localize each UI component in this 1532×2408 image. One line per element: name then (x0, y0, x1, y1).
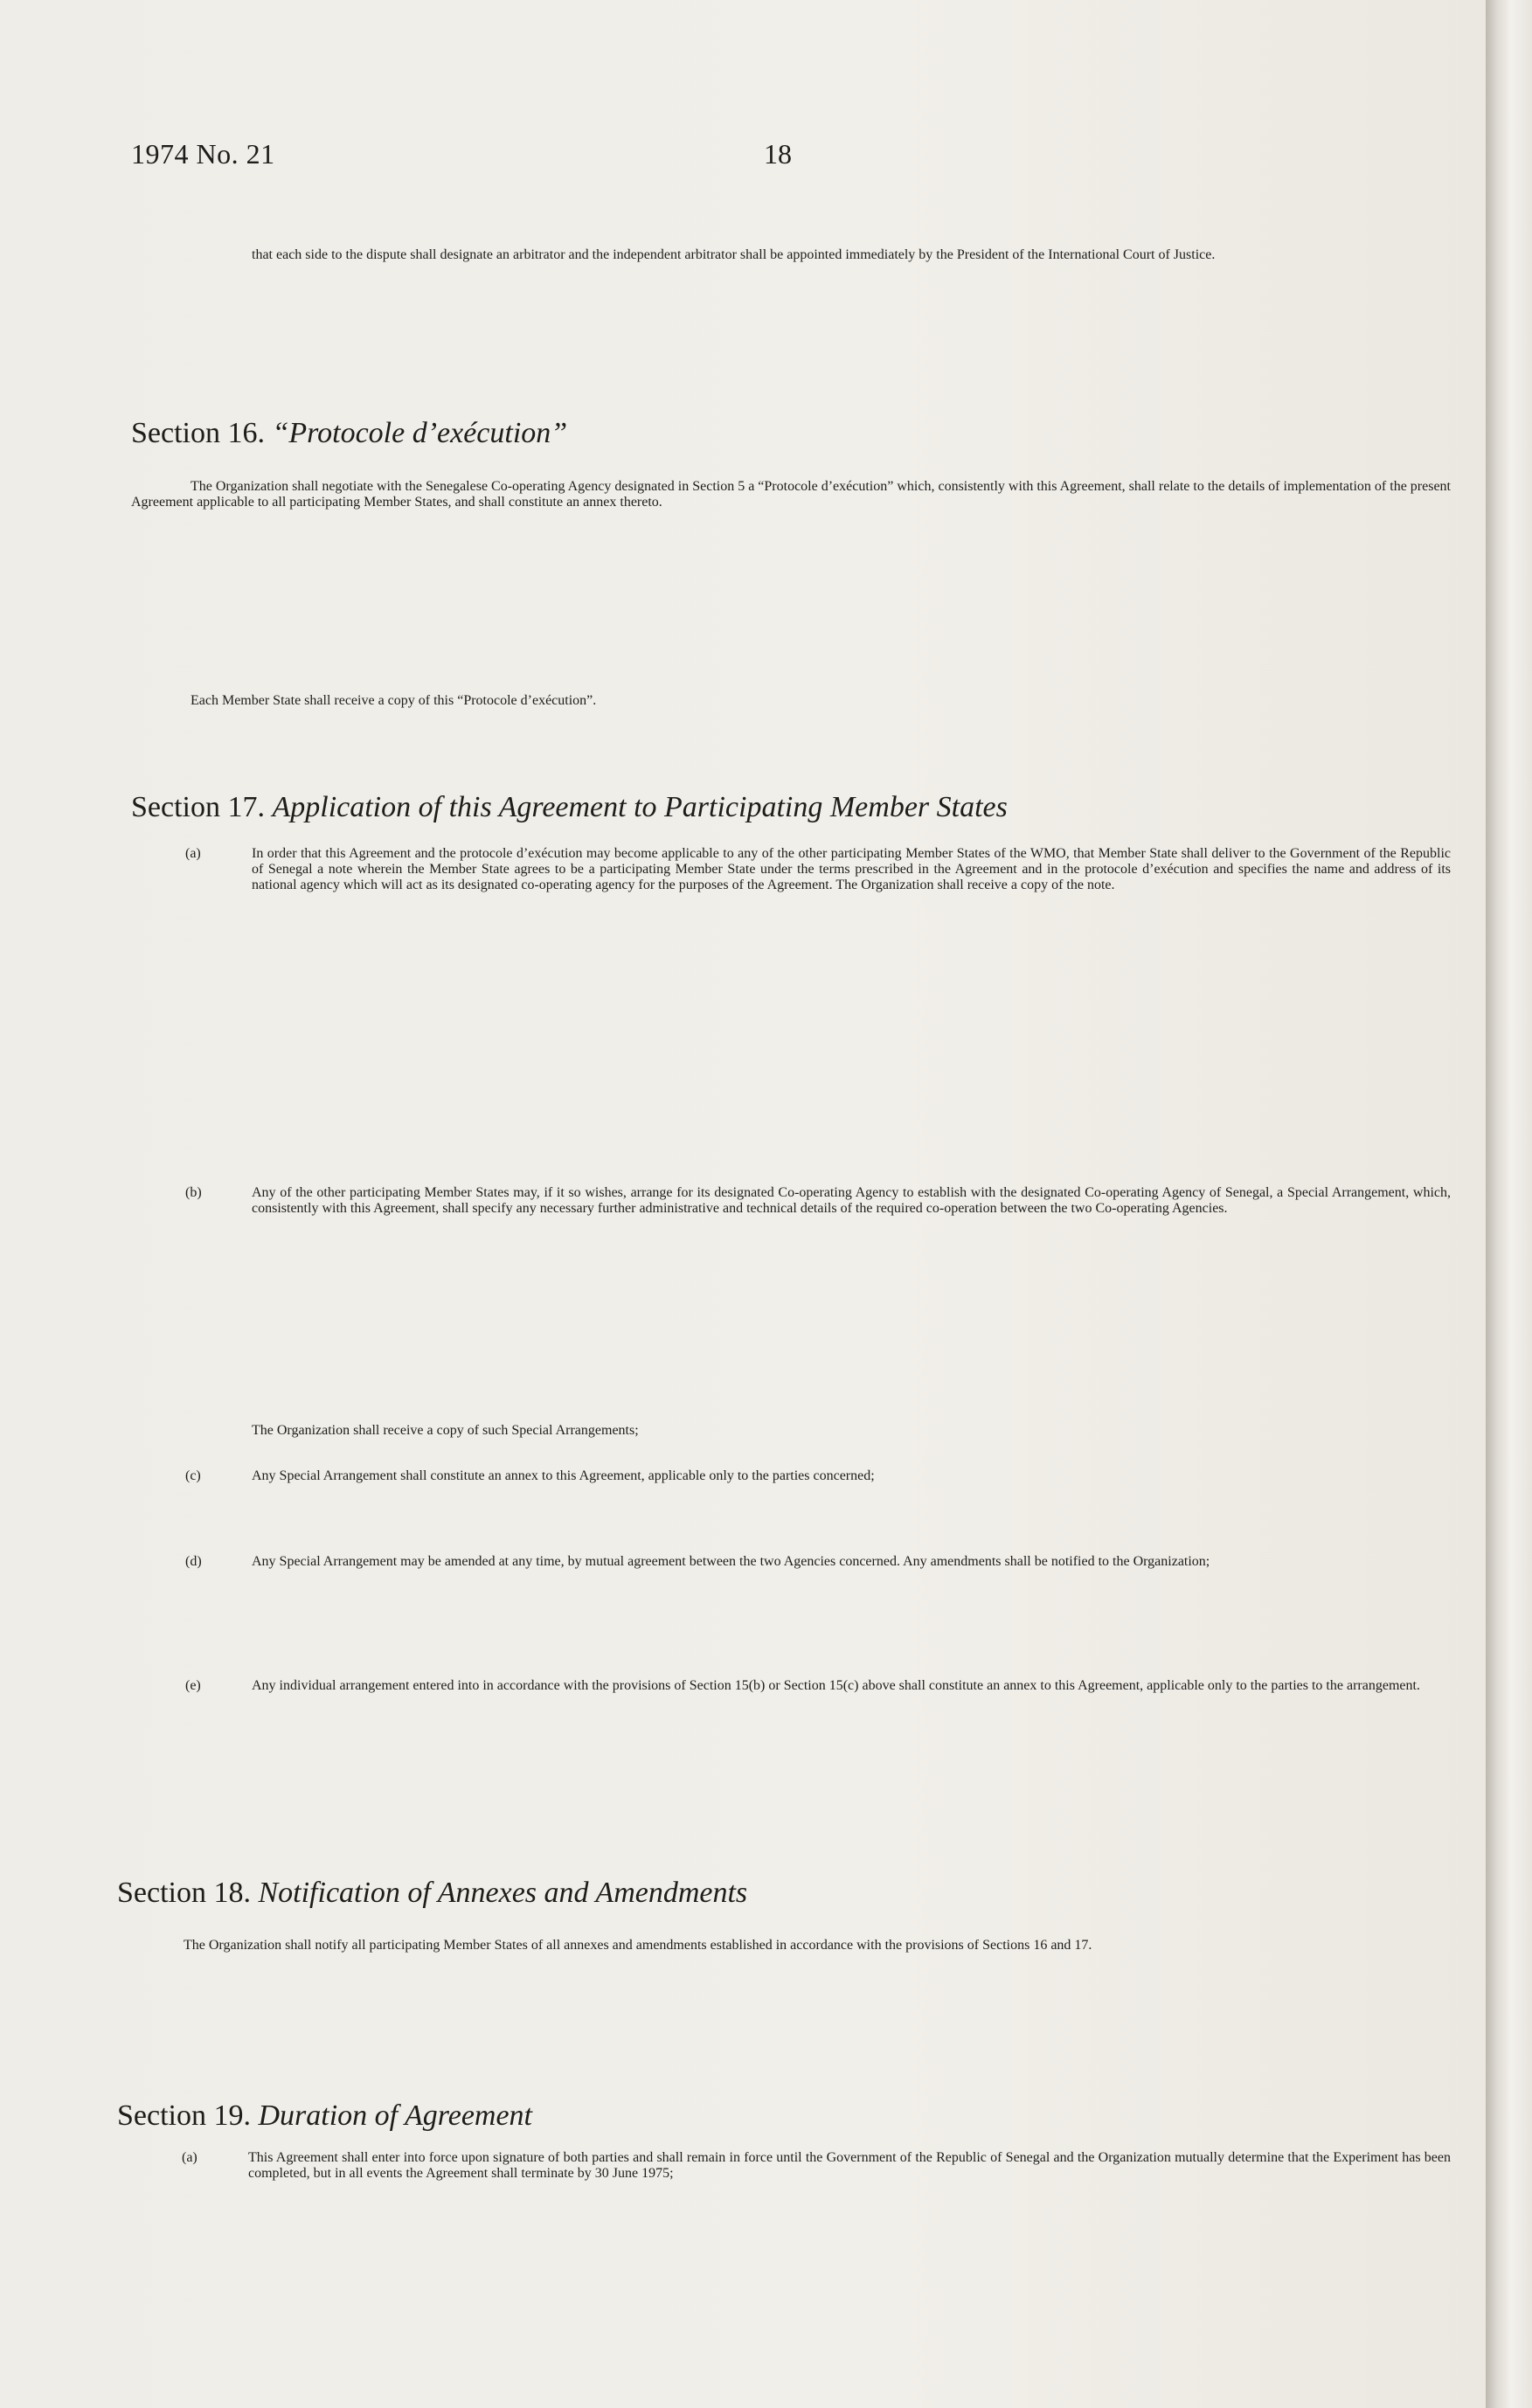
section-18-para-1-text: The Organization shall notify all participating Member States of all annexes and amendments established in accordance with the provisions of Sections 16 and 17. (184, 1938, 1092, 1953)
item-text: Any Special Arrangement may be amended at any time, by mutual agreement between the two Agencies concerned. Any amendments shall be notified to the Organization; (252, 1554, 1210, 1569)
section-17-number: Section 17. (131, 791, 265, 823)
item-label: (a) (182, 2150, 198, 2165)
document-header: 1974 No. 21 (131, 138, 275, 170)
item-text: Any of the other participating Member States may, if it so wishes, arrange for its designated Co-operating Agency to establish with the designated Co-operating Agency of Senegal, a Special Arrangement, which, consistently with this Agreement, shall specify any necessary further administrative and technical details of the required co-operation between the two Co-operating Agencies. (252, 1185, 1451, 1216)
item-text: Any individual arrangement entered into in accordance with the provisions of Section 15(b) or Section 15(c) above shall constitute an annex to this Agreement, applicable only to the parties to the arrangement. (252, 1678, 1420, 1693)
section-18-title: Notification of Annexes and Amendments (258, 1877, 748, 1909)
section-19-number: Section 19. (117, 2099, 251, 2132)
section-17-heading (131, 791, 1008, 824)
section-16-number: Section 16. (131, 417, 265, 449)
item-label: (e) (185, 1678, 201, 1693)
section-18-number: Section 18. (117, 1877, 251, 1909)
page-number: 18 (764, 138, 792, 170)
continuation-text: that each side to the dispute shall designate an arbitrator and the independent arbitrator shall be appointed immediately by the President of the International Court of Justice. (252, 247, 1216, 262)
item-text: Any Special Arrangement shall constitute an annex to this Agreement, applicable only to the parties concerned; (252, 1468, 875, 1483)
section-17-item-c (185, 1468, 1451, 1484)
section-19-heading (117, 2099, 532, 2133)
section-17-item-b-note (185, 1423, 1451, 1439)
item-label: (a) (185, 846, 201, 861)
section-19-title: Duration of Agreement (258, 2099, 533, 2132)
continuation-paragraph (252, 247, 1451, 263)
item-label: (c) (185, 1468, 201, 1483)
section-17-item-d (185, 1554, 1451, 1570)
section-17-item-a (185, 846, 1451, 893)
item-text: In order that this Agreement and the protocole d’exécution may become applicable to any of the other participating Member States of the WMO, that Member State shall deliver to the Government of the Republic of Senegal a note wherein the Member State agrees to be a participating Member State under the terms prescribed in the Agreement and in the protocole d’exécution and specifies the name and address of its national agency which will act as its designated co-operating agency for the purposes of the Agreement. The Organization shall receive a copy of the note. (252, 846, 1451, 892)
section-16-paragraph-1 (131, 479, 1451, 510)
section-19-item-a (182, 2150, 1451, 2182)
section-18-paragraph-1 (117, 1938, 1451, 1953)
section-17-item-b (185, 1185, 1451, 1217)
item-text: The Organization shall receive a copy of such Special Arrangements; (252, 1423, 639, 1438)
section-16-paragraph-2 (191, 693, 1451, 709)
section-18-heading (117, 1877, 747, 1910)
section-17-title: Application of this Agreement to Participating Member States (272, 791, 1008, 823)
item-text: This Agreement shall enter into force upon signature of both parties and shall remain in force until the Government of the Republic of Senegal and the Organization mutually determine that the Experiment has been completed, but in all events the Agreement shall terminate by 30 June 1975; (248, 2150, 1451, 2181)
section-16-heading (131, 417, 567, 450)
item-label: (d) (185, 1554, 202, 1569)
section-16-title: “Protocole d’exécution” (272, 417, 568, 449)
section-17-item-e (185, 1678, 1451, 1694)
section-16-para-2-text: Each Member State shall receive a copy of this “Protocole d’exécution”. (191, 693, 597, 708)
page-binding-edge (1486, 0, 1532, 2408)
section-16-para-1-text: The Organization shall negotiate with the Senegalese Co-operating Agency designated in Section 5 a “Protocole d’exécution” which, consistently with this Agreement, shall relate to the details of implementation of the present Agreement applicable to all participating Member States, and shall constitute an annex thereto. (131, 479, 1451, 510)
item-label: (b) (185, 1185, 202, 1200)
